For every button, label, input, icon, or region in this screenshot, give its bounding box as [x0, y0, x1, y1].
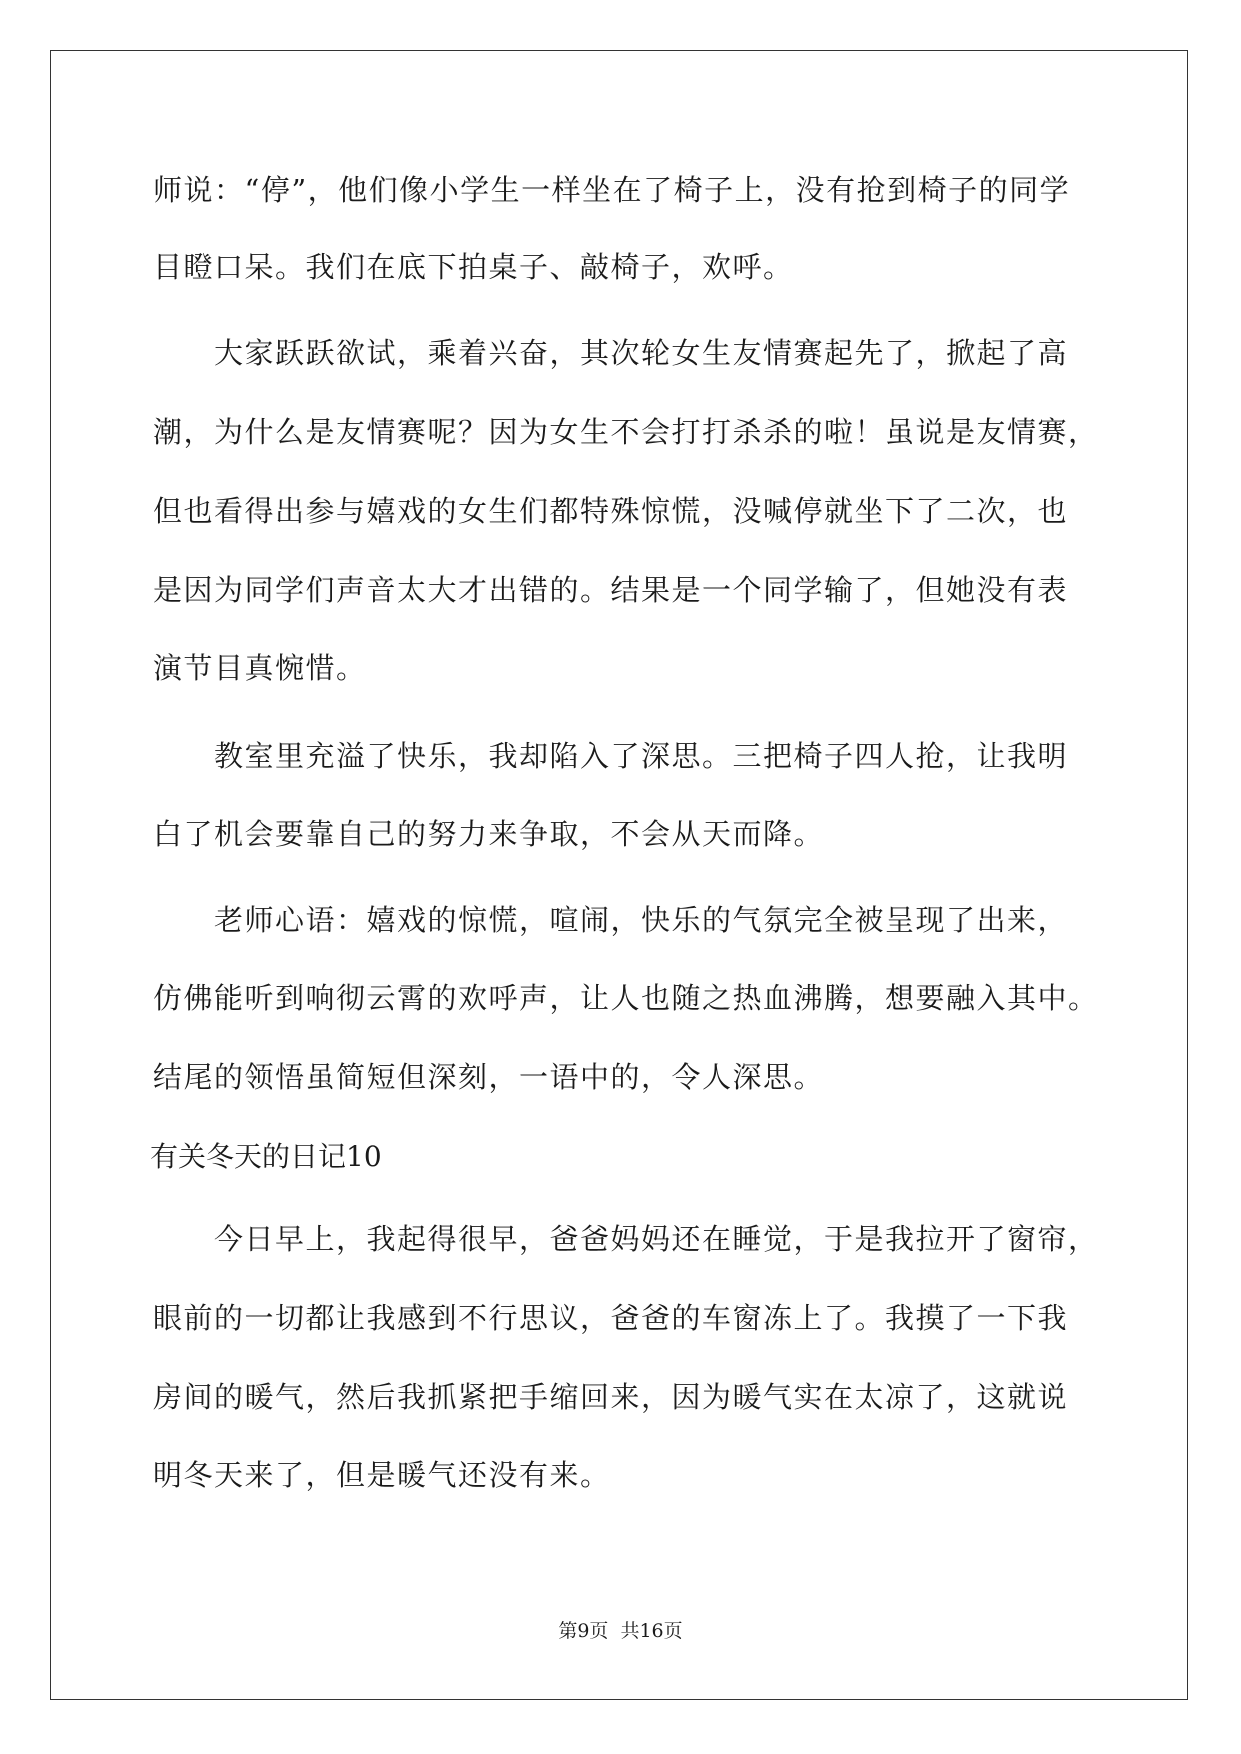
text-line: 但也看得出参与嬉戏的女生们都特殊惊慌，没喊停就坐下了二次，也	[153, 494, 1069, 528]
text-line: 眼前的一切都让我感到不行思议，爸爸的车窗冻上了。我摸了一下我	[153, 1301, 1069, 1335]
text-line: 是因为同学们声音太大才出错的。结果是一个同学输了，但她没有表	[153, 573, 1069, 607]
section-heading: 有关冬天的日记10	[150, 1140, 382, 1173]
text-line: 大家跃跃欲试，乘着兴奋，其次轮女生友情赛起先了，掀起了高	[214, 336, 1069, 370]
text-line: 目瞪口呆。我们在底下拍桌子、敲椅子，欢呼。	[153, 250, 794, 284]
text-line: 结尾的领悟虽简短但深刻，一语中的，令人深思。	[153, 1060, 825, 1094]
text-line: 白了机会要靠自己的努力来争取，不会从天而降。	[153, 817, 825, 851]
text-line: 房间的暖气，然后我抓紧把手缩回来，因为暖气实在太凉了，这就说	[153, 1380, 1069, 1414]
text-line: 师说：“停”，他们像小学生一样坐在了椅子上，没有抢到椅子的同学	[153, 173, 1071, 207]
text-line: 演节目真惋惜。	[153, 651, 367, 685]
text-line: 明冬天来了，但是暖气还没有来。	[153, 1458, 611, 1492]
page-footer	[0, 1616, 1241, 1643]
text-line: 潮，为什么是友情赛呢？因为女生不会打打杀杀的啦！虽说是友情赛，	[153, 415, 1099, 449]
text-line: 老师心语：嬉戏的惊慌，喧闹，快乐的气氛完全被呈现了出来，	[214, 903, 1069, 937]
page-number: 第9页	[558, 1620, 609, 1642]
page-total: 共16页	[620, 1620, 683, 1642]
text-line: 今日早上，我起得很早，爸爸妈妈还在睡觉，于是我拉开了窗帘，	[214, 1222, 1099, 1256]
text-line: 教室里充溢了快乐，我却陷入了深思。三把椅子四人抢，让我明	[214, 739, 1069, 773]
page-border	[50, 50, 1188, 1700]
text-line: 仿佛能听到响彻云霄的欢呼声，让人也随之热血沸腾，想要融入其中。	[153, 981, 1099, 1015]
